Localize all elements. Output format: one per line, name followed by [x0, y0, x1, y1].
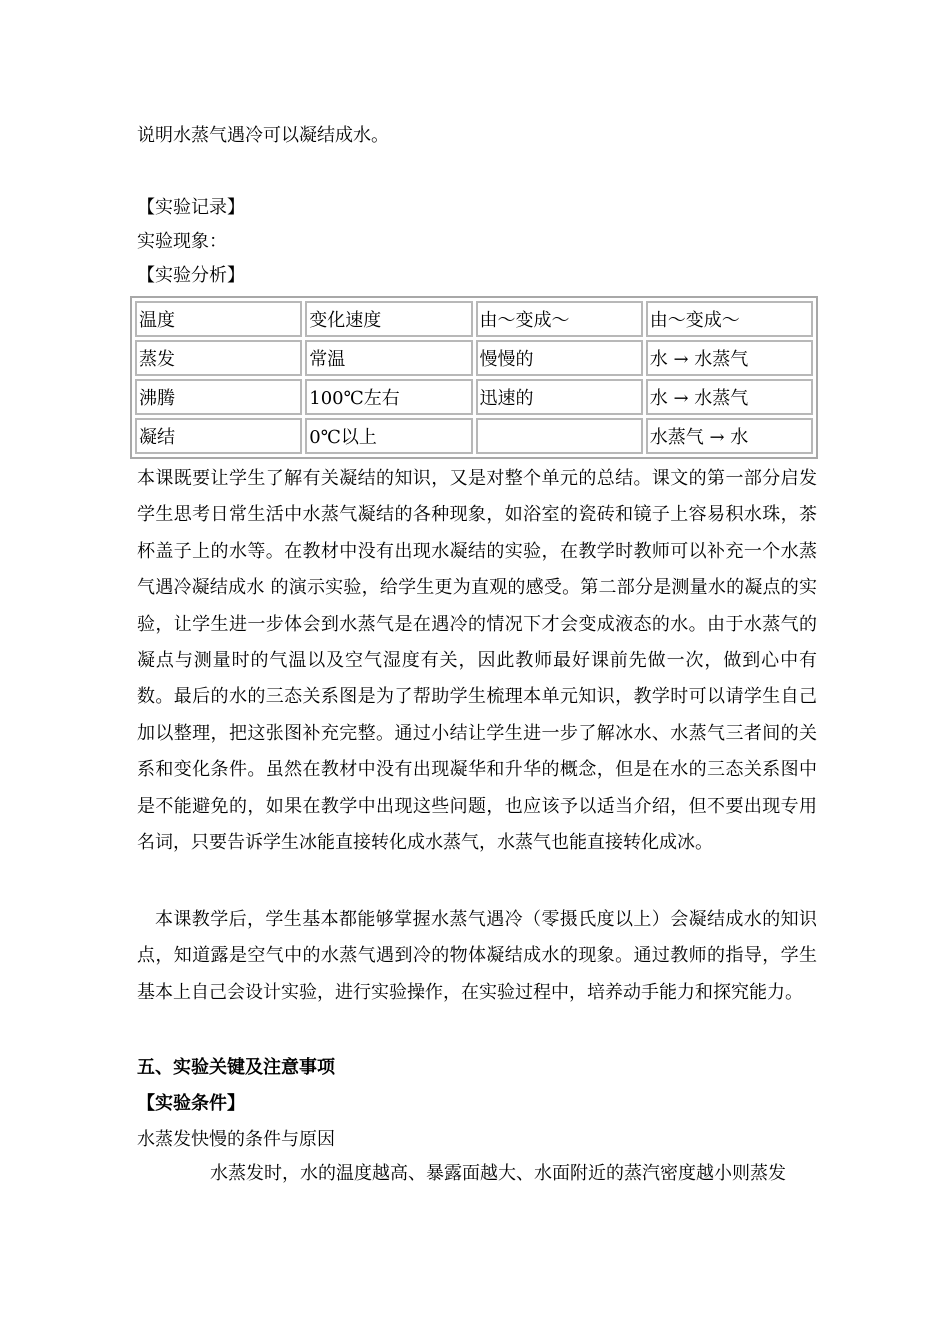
table-cell: 温度: [135, 301, 302, 337]
table-cell: 由～变成～: [476, 301, 643, 337]
table-cell: 变化速度: [305, 301, 472, 337]
section5-heading: 五、实验关键及注意事项: [137, 1057, 335, 1078]
analysis-table: [130, 296, 818, 459]
table-cell: 沸腾: [135, 379, 302, 415]
table-cell: 慢慢的: [476, 340, 643, 376]
record-heading: 【实验记录】: [137, 197, 245, 218]
analysis-heading: 【实验分析】: [137, 265, 245, 286]
table-cell: 由～变成～: [646, 301, 813, 337]
phenomenon-label: 实验现象：: [137, 231, 227, 252]
table-cell: 凝结: [135, 418, 302, 454]
conditions-subtitle: 水蒸发快慢的条件与原因: [137, 1129, 335, 1150]
last-line: 水蒸发时，水的温度越高、暴露面越大、水面附近的蒸汽密度越小则蒸发: [210, 1163, 786, 1184]
table-header-row: [135, 301, 813, 337]
table-cell: [476, 418, 643, 454]
paragraph-outcome: [137, 902, 817, 1011]
table-cell: 水 → 水蒸气: [646, 340, 813, 376]
table-cell: 100℃左右: [305, 379, 472, 415]
table-cell: 水蒸气 → 水: [646, 418, 813, 454]
table-cell: 常温: [305, 340, 472, 376]
intro-line: 说明水蒸气遇冷可以凝结成水。: [137, 125, 389, 146]
table-cell: 迅速的: [476, 379, 643, 415]
table-cell: 0℃以上: [305, 418, 472, 454]
table-row: [135, 418, 813, 454]
paragraph-text: 本课教学后，学生基本都能够掌握水蒸气遇冷（零摄氏度以上）会凝结成水的知识点，知道露是空气中的水蒸气遇到冷的物体凝结成水的现象。通过教师的指导，学生基本上自己会设计实验，进行实验操作，在实验过程中，培养动手能力和探究能力。: [137, 909, 817, 1003]
paragraph-text: 本课既要让学生了解有关凝结的知识，又是对整个单元的总结。课文的第一部分启发学生思考日常生活中水蒸气凝结的各种现象，如浴室的瓷砖和镜子上容易积水珠，茶杯盖子上的水等。在教材中没有出现水凝结的实验，在教学时教师可以补充一个水蒸气遇冷凝结成水 的演示实验，给学生更为直观的感受。第二部分是测量水的凝点的实验，让学生进一步体会到水蒸气是在遇冷的情况下才会变成液态的水。由于水蒸气的凝点与测量时的气温以及空气湿度有关，因此教师最好课前先做一次，做到心中有数。最后的水的三态关系图是为了帮助学生梳理本单元知识，教学时可以请学生自己加以整理，把这张图补充完整。通过小结让学生进一步了解冰水、水蒸气三者间的关系和变化条件。虽然在教材中没有出现凝华和升华的概念，但是在水的三态关系图中是不能避免的，如果在教学中出现这些问题，也应该予以适当介绍，但不要出现专用名词，只要告诉学生冰能直接转化成水蒸气，水蒸气也能直接转化成冰。: [137, 468, 817, 854]
paragraph-summary: [137, 461, 817, 861]
table-row: [135, 379, 813, 415]
table-row: [135, 340, 813, 376]
conditions-heading: 【实验条件】: [137, 1093, 245, 1114]
table-cell: 水 → 水蒸气: [646, 379, 813, 415]
table-cell: 蒸发: [135, 340, 302, 376]
